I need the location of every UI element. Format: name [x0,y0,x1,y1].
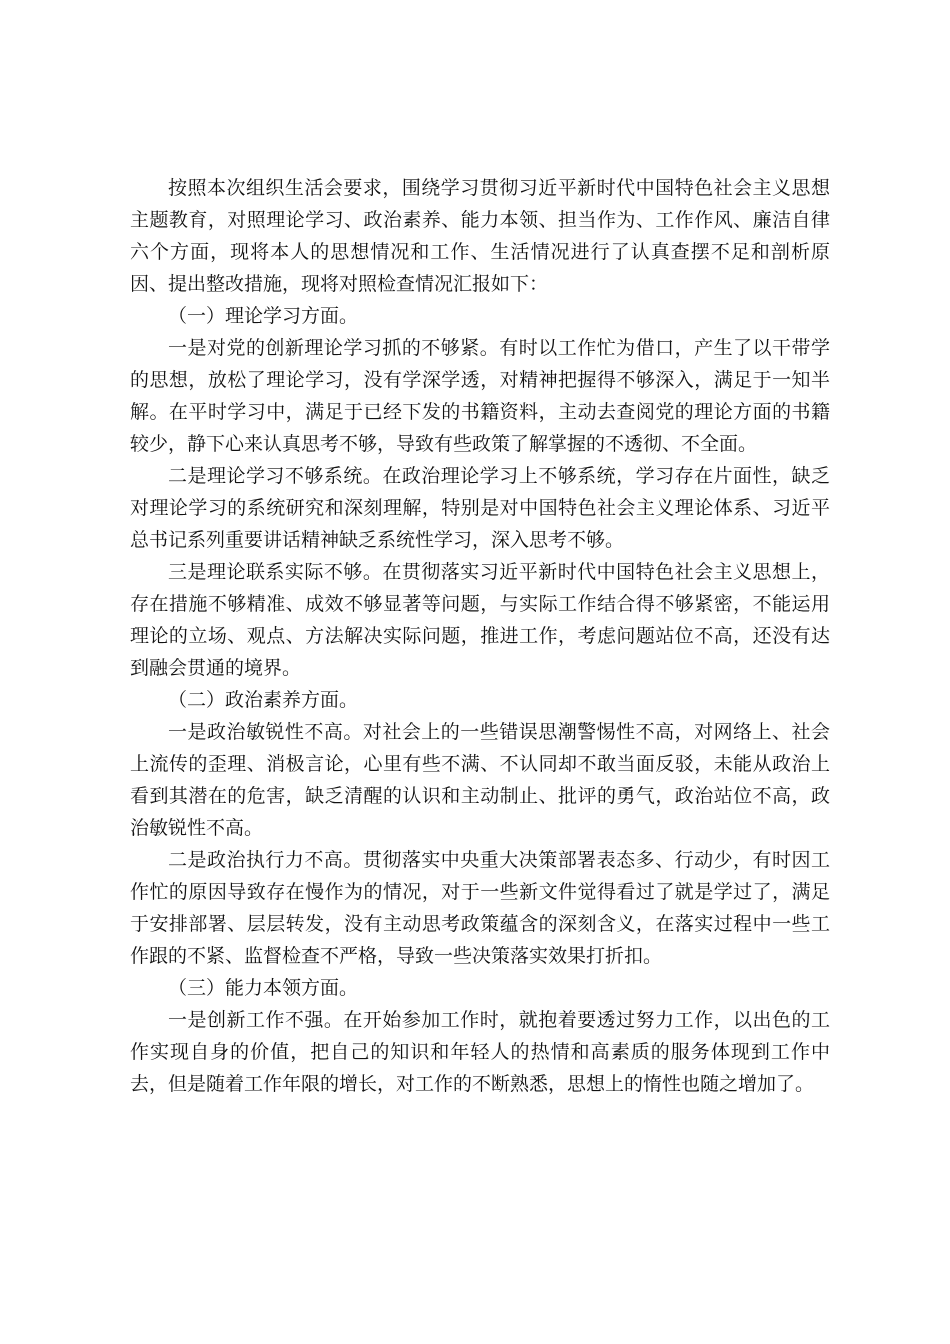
section-heading-political-quality: （二）政治素养方面。 [168,689,359,711]
paragraph-theory-1: 一是对党的创新理论学习抓的不够紧。有时以工作忙为借口，产生了以干带学的思想，放松了理论学习，没有学深学透，对精神把握得不够深入，满足于一知半解。在平时学习中，满足于已经下发的书籍资料，主动去查阅党的理论方面的书籍较少，静下心来认真思考不够，导致有些政策了解掌握的不透彻、不全面。 [130,337,830,455]
section-heading-ability: （三）能力本领方面。 [168,977,359,999]
paragraph-political-1: 一是政治敏锐性不高。对社会上的一些错误思潮警惕性不高，对网络上、社会上流传的歪理、消极言论，心里有些不满、不认同却不敢当面反驳，未能从政治上看到其潜在的危害，缺乏清醒的认识和主动制止、批评的勇气，政治站位不高，政治敏锐性不高。 [130,721,830,839]
paragraph-ability-1: 一是创新工作不强。在开始参加工作时，就抱着要透过努力工作，以出色的工作实现自身的价值，把自己的知识和年轻人的热情和高素质的服务体现到工作中去，但是随着工作年限的增长，对工作的不断熟悉，思想上的惰性也随之增加了。 [130,1009,830,1095]
intro-paragraph: 按照本次组织生活会要求，围绕学习贯彻习近平新时代中国特色社会主义思想主题教育，对照理论学习、政治素养、能力本领、担当作为、工作作风、廉洁自律六个方面，现将本人的思想情况和工作、生活情况进行了认真查摆不足和剖析原因、提出整改措施，现将对照检查情况汇报如下： [130,177,830,295]
paragraph-theory-2: 二是理论学习不够系统。在政治理论学习上不够系统，学习存在片面性，缺乏对理论学习的系统研究和深刻理解，特别是对中国特色社会主义理论体系、习近平总书记系列重要讲话精神缺乏系统性学习，深入思考不够。 [130,465,830,551]
document-body [130,172,830,1100]
paragraph-theory-3: 三是理论联系实际不够。在贯彻落实习近平新时代中国特色社会主义思想上，存在措施不够精准、成效不够显著等问题，与实际工作结合得不够紧密，不能运用理论的立场、观点、方法解决实际问题，推进工作，考虑问题站位不高，还没有达到融会贯通的境界。 [130,561,830,679]
section-heading-theory-study: （一）理论学习方面。 [168,305,359,327]
paragraph-political-2: 二是政治执行力不高。贯彻落实中央重大决策部署表态多、行动少，有时因工作忙的原因导致存在慢作为的情况，对于一些新文件觉得看过了就是学过了，满足于安排部署、层层转发，没有主动思考政策蕴含的深刻含义，在落实过程中一些工作跟的不紧、监督检查不严格，导致一些决策落实效果打折扣。 [130,849,830,967]
